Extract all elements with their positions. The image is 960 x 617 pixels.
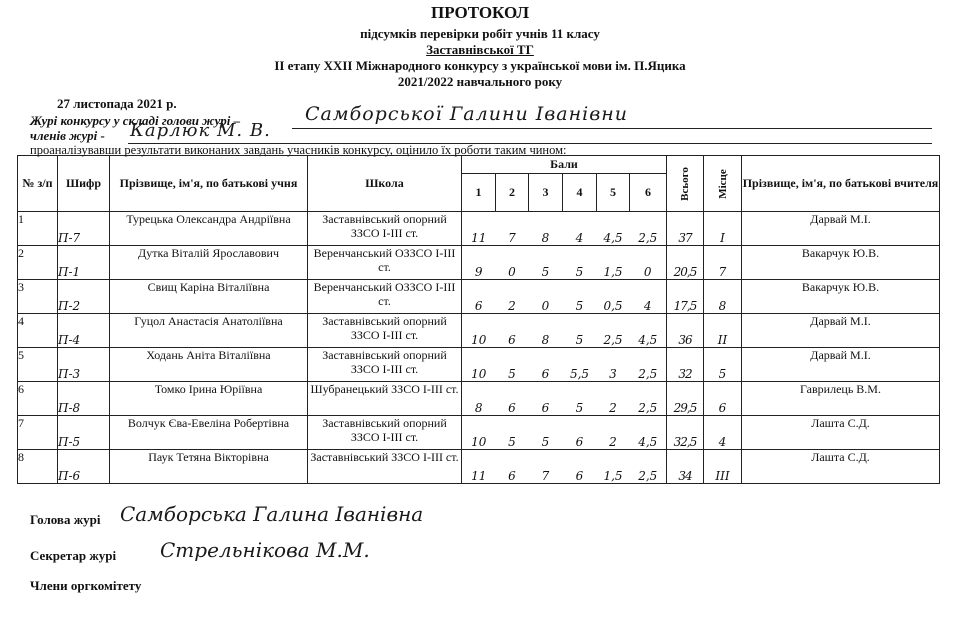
row-score-6: 2,5: [630, 212, 667, 246]
members-handwritten: Карлюк М. В.: [130, 120, 271, 141]
row-cipher: П-1: [58, 246, 110, 280]
row-student: Свищ Каріна Віталіївна: [110, 280, 308, 314]
row-teacher: Дарвай М.І.: [742, 314, 940, 348]
table-row: [18, 280, 940, 314]
header-teacher: Прізвище, ім'я, по батькові вчителя: [742, 156, 940, 212]
row-student: Паук Тетяна Вікторівна: [110, 450, 308, 484]
subtitle-line-1: підсумків перевірки робіт учнів 11 класу: [360, 26, 600, 41]
row-teacher: Гаврилець В.М.: [742, 382, 940, 416]
row-score-1: 10: [462, 314, 496, 348]
row-score-2: 7: [496, 212, 529, 246]
row-teacher: Вакарчук Ю.В.: [742, 246, 940, 280]
row-score-4: 5: [563, 246, 597, 280]
row-school: Заставнівський опорний ЗЗСО І-ІІІ ст.: [308, 212, 462, 246]
row-cipher: П-3: [58, 348, 110, 382]
row-score-3: 8: [529, 212, 563, 246]
row-student: Дутка Віталій Ярославович: [110, 246, 308, 280]
header-score-6: 6: [630, 174, 667, 212]
row-score-1: 11: [462, 450, 496, 484]
row-score-3: 5: [529, 246, 563, 280]
row-place: III: [704, 450, 742, 484]
row-num: 5: [18, 348, 58, 382]
row-score-5: 2: [597, 416, 630, 450]
jury-underline: [292, 128, 932, 129]
row-score-3: 0: [529, 280, 563, 314]
row-score-1: 8: [462, 382, 496, 416]
row-score-4: 5: [563, 280, 597, 314]
row-teacher: Вакарчук Ю.В.: [742, 280, 940, 314]
row-num: 2: [18, 246, 58, 280]
table-row: [18, 246, 940, 280]
row-school: Веренчанський ОЗЗСО І-ІІІ ст.: [308, 246, 462, 280]
secretary-signature: Стрельнікова М.М.: [160, 538, 370, 562]
row-student: Турецька Олександра Андріївна: [110, 212, 308, 246]
row-place: I: [704, 212, 742, 246]
row-score-3: 5: [529, 416, 563, 450]
row-place: 4: [704, 416, 742, 450]
row-score-2: 0: [496, 246, 529, 280]
row-score-4: 4: [563, 212, 597, 246]
row-school: Заставнівський ЗЗСО І-ІІІ ст.: [308, 450, 462, 484]
header-total-label: Всього: [678, 167, 691, 201]
protocol-date: 27 листопада 2021 р.: [57, 96, 177, 111]
row-total: 29,5: [667, 382, 704, 416]
row-place: 8: [704, 280, 742, 314]
row-score-5: 3: [597, 348, 630, 382]
row-num: 4: [18, 314, 58, 348]
row-teacher: Лашта С.Д.: [742, 450, 940, 484]
row-score-3: 6: [529, 348, 563, 382]
header-student: Прізвище, ім'я, по батькові учня: [110, 156, 308, 212]
row-teacher: Лашта С.Д.: [742, 416, 940, 450]
row-score-5: 2,5: [597, 314, 630, 348]
row-score-5: 1,5: [597, 246, 630, 280]
row-score-5: 1,5: [597, 450, 630, 484]
row-cipher: П-2: [58, 280, 110, 314]
row-teacher: Дарвай М.І.: [742, 212, 940, 246]
row-score-6: 4,5: [630, 314, 667, 348]
row-total: 17,5: [667, 280, 704, 314]
row-score-6: 4,5: [630, 416, 667, 450]
table-row: [18, 212, 940, 246]
row-score-2: 5: [496, 348, 529, 382]
header-score-1: 1: [462, 174, 496, 212]
header-score-3: 3: [529, 174, 563, 212]
row-score-6: 2,5: [630, 348, 667, 382]
row-score-1: 10: [462, 416, 496, 450]
row-cipher: П-8: [58, 382, 110, 416]
subtitle-line-3: ІІ етапу ХХІІ Міжнародного конкурсу з української мови ім. П.Яцика: [274, 58, 686, 73]
results-table: [17, 155, 940, 484]
head-signature: Самборська Галина Іванівна: [120, 502, 424, 526]
row-score-4: 5: [563, 314, 597, 348]
row-place: 6: [704, 382, 742, 416]
header-scores: Бали: [462, 156, 667, 174]
row-total: 36: [667, 314, 704, 348]
row-num: 8: [18, 450, 58, 484]
row-school: Заставнівський опорний ЗЗСО І-ІІІ ст.: [308, 416, 462, 450]
subtitle-line-4: 2021/2022 навчального року: [397, 74, 563, 89]
jury-head-handwritten: Самборської Галини Іванівни: [305, 103, 629, 125]
members-committee-label: Члени оргкомітету: [30, 578, 142, 593]
row-cipher: П-4: [58, 314, 110, 348]
row-num: 3: [18, 280, 58, 314]
table-row: [18, 314, 940, 348]
analysis-text: проаналізувавши результати виконаних завдань учасників конкурсу, оцінило їх роботи таким чином:: [30, 143, 567, 157]
row-student: Томко Ірина Юріївна: [110, 382, 308, 416]
header-total: [667, 156, 704, 212]
row-cipher: П-5: [58, 416, 110, 450]
row-score-2: 6: [496, 450, 529, 484]
row-score-2: 2: [496, 280, 529, 314]
row-score-5: 2: [597, 382, 630, 416]
row-score-6: 2,5: [630, 382, 667, 416]
header-school: Школа: [308, 156, 462, 212]
header-score-4: 4: [563, 174, 597, 212]
jury-label: Журі конкурсу у складі голови журі –: [30, 113, 241, 128]
row-place: II: [704, 314, 742, 348]
row-student: Ходань Аніта Віталіївна: [110, 348, 308, 382]
row-total: 32,5: [667, 416, 704, 450]
header-cipher: Шифр: [58, 156, 110, 212]
row-score-4: 5,5: [563, 348, 597, 382]
row-teacher: Дарвай М.І.: [742, 348, 940, 382]
subtitle-line-2: Заставнівської ТГ: [426, 42, 534, 57]
header-num: № з/п: [18, 156, 58, 212]
row-score-6: 4: [630, 280, 667, 314]
row-score-2: 6: [496, 314, 529, 348]
head-label: Голова журі: [30, 512, 101, 527]
row-score-4: 6: [563, 450, 597, 484]
row-school: Заставнівський опорний ЗЗСО І-ІІІ ст.: [308, 348, 462, 382]
header-score-2: 2: [496, 174, 529, 212]
row-place: 5: [704, 348, 742, 382]
row-score-6: 2,5: [630, 450, 667, 484]
table-row: [18, 416, 940, 450]
row-cipher: П-7: [58, 212, 110, 246]
row-total: 32: [667, 348, 704, 382]
row-score-2: 6: [496, 382, 529, 416]
row-score-4: 5: [563, 382, 597, 416]
row-total: 37: [667, 212, 704, 246]
table-row: [18, 382, 940, 416]
row-student: Волчук Єва-Евеліна Робертівна: [110, 416, 308, 450]
header-place-label: Місце: [716, 169, 729, 199]
row-score-3: 8: [529, 314, 563, 348]
row-score-3: 7: [529, 450, 563, 484]
header-score-5: 5: [597, 174, 630, 212]
row-score-1: 9: [462, 246, 496, 280]
row-school: Веренчанський ОЗЗСО І-ІІІ ст.: [308, 280, 462, 314]
row-score-6: 0: [630, 246, 667, 280]
row-cipher: П-6: [58, 450, 110, 484]
header-place: [704, 156, 742, 212]
members-label: членів журі -: [30, 128, 105, 143]
row-num: 1: [18, 212, 58, 246]
row-school: Шубранецький ЗЗСО І-ІІІ ст.: [308, 382, 462, 416]
row-score-3: 6: [529, 382, 563, 416]
row-score-2: 5: [496, 416, 529, 450]
table-row: [18, 450, 940, 484]
row-score-1: 6: [462, 280, 496, 314]
row-student: Гуцол Анастасія Анатоліївна: [110, 314, 308, 348]
row-score-5: 0,5: [597, 280, 630, 314]
row-score-1: 10: [462, 348, 496, 382]
row-score-4: 6: [563, 416, 597, 450]
row-total: 34: [667, 450, 704, 484]
document-title: ПРОТОКОЛ: [430, 3, 529, 22]
row-score-1: 11: [462, 212, 496, 246]
row-num: 7: [18, 416, 58, 450]
row-score-5: 4,5: [597, 212, 630, 246]
row-num: 6: [18, 382, 58, 416]
row-total: 20,5: [667, 246, 704, 280]
row-place: 7: [704, 246, 742, 280]
secretary-label: Секретар журі: [30, 548, 117, 563]
row-school: Заставнівський опорний ЗЗСО І-ІІІ ст.: [308, 314, 462, 348]
table-row: [18, 348, 940, 382]
